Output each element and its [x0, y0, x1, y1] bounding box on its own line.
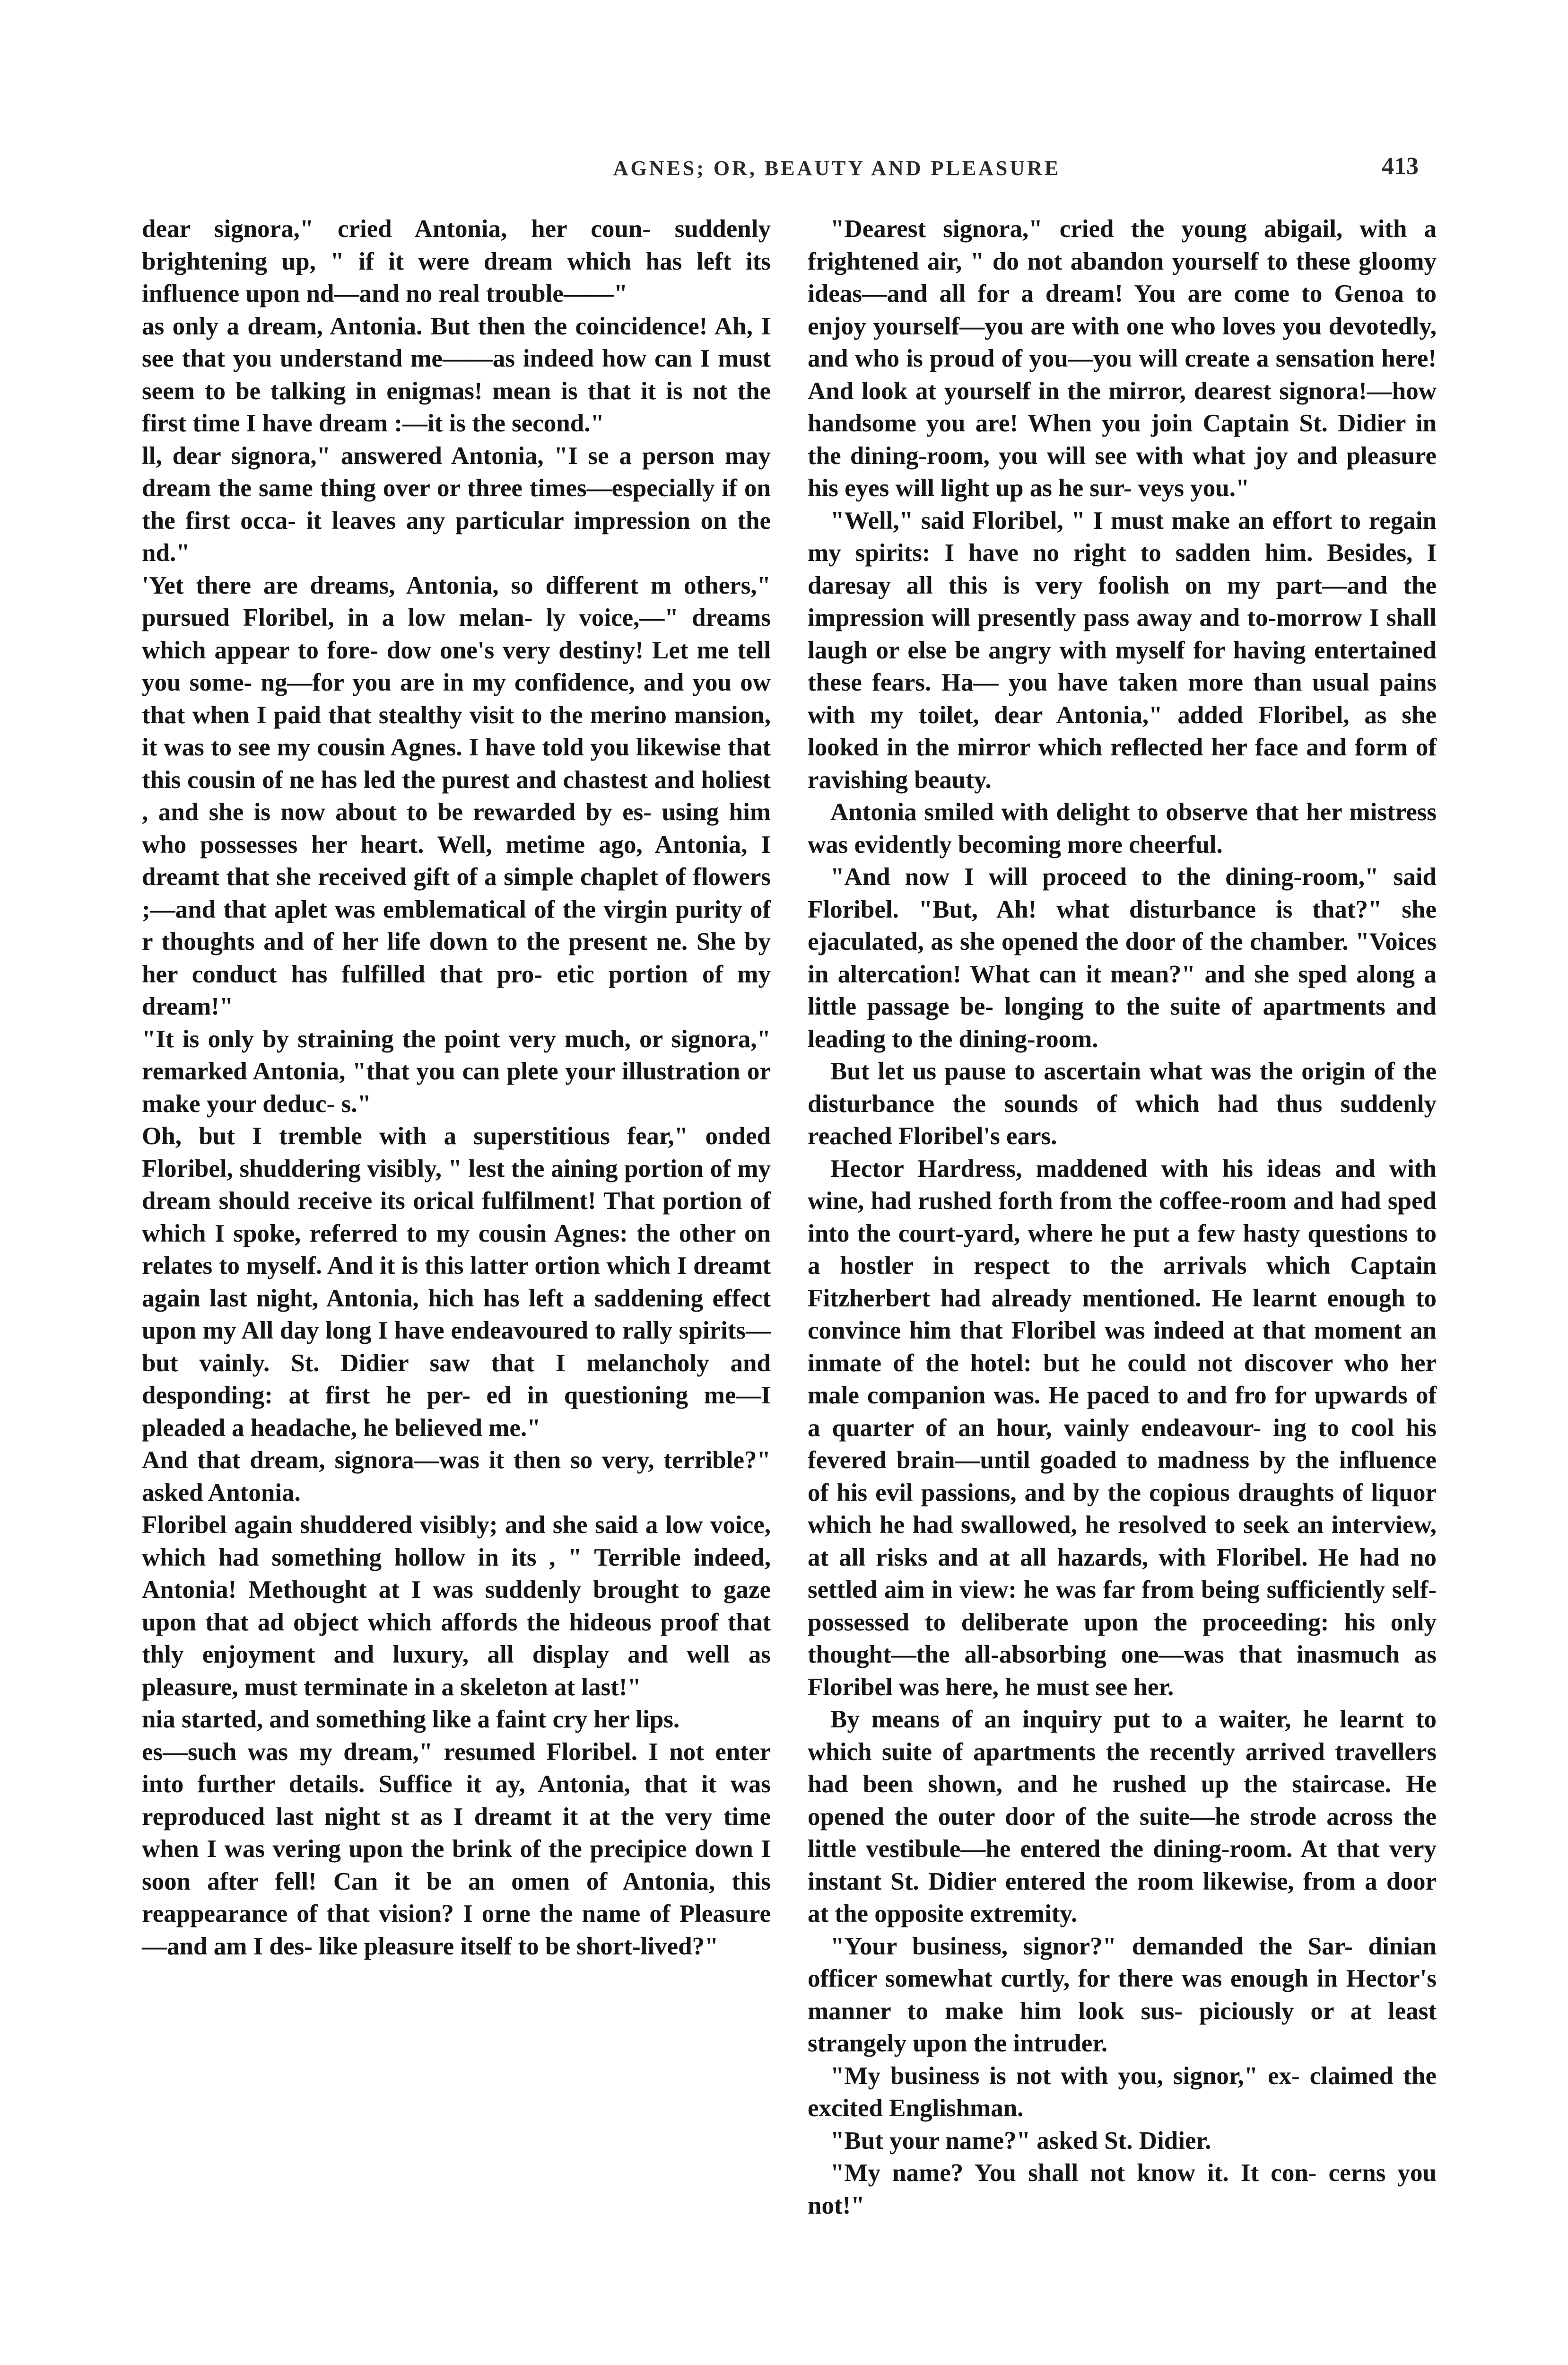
paragraph: But let us pause to ascertain what was the origin of the disturbance the sounds of which had thus suddenly reached Floribel's ears. — [808, 1058, 1437, 1150]
paragraph: es—such was my dream," resumed Floribel. I not enter into further details. Suffice it ay, Antonia, that it was reproduced last night st as I dreamt it at the very time when I was vering upon the brink of the precipice down I soon after fell! Can it be an omen of Antonia, this reappearance of that vision? I orne the name of Pleasure—and am I des- like pleasure itself to be short-lived?" — [142, 1738, 771, 1960]
paragraph: Floribel again shuddered visibly; and she said a low voice, which had something hollow in its , " Terrible indeed, Antonia! Methought at I was suddenly brought to gaze upon that ad object which affords the hideous proof that thly enjoyment and luxury, all display and well as pleasure, must terminate in a skeleton at last!" — [142, 1511, 771, 1701]
paragraph: ll, dear signora," answered Antonia, "I se a person may dream the same thing over or three times—especially if on the first occa- it leaves any particular impression on the nd." — [142, 442, 771, 567]
paragraph: "My name? You shall not know it. It con- cerns you not!" — [808, 2159, 1437, 2219]
paragraph: "Dearest signora," cried the young abigail, with a frightened air, " do not abandon yourself to these gloomy ideas—and all for a dream! You are come to Genoa to enjoy yourself—you are with one who loves you devotedly, and who is proud of you—you will create a sensation here! And look at yourself in the mirror, dearest signora!—how handsome you are! When you join Captain St. Didier in the dining-room, you will see with what joy and pleasure his eyes will light up as he sur- veys you." — [808, 215, 1437, 502]
paragraph: 'Yet there are dreams, Antonia, so different m others," pursued Floribel, in a low melan- ly voice,—" dreams which appear to fore- dow one's very destiny! Let me tell you some- ng—for you are in my confidence, and you ow that when I paid that stealthy visit to the merino mansion, it was to see my cousin Agnes. I have told you likewise that this cousin of ne has led the purest and chastest and holiest , and she is now about to be rewarded by es- using him who possesses her heart. Well, metime ago, Antonia, I dreamt that she received gift of a simple chaplet of flowers ;—and that aplet was emblematical of the virgin purity of r thoughts and of her life down to the present ne. She by her conduct has fulfilled that pro- etic portion of my dream!" — [142, 571, 771, 1020]
paragraph: nia started, and something like a faint cry her lips. — [142, 1706, 680, 1733]
paragraph: And that dream, signora—was it then so very, terrible?" asked Antonia. — [142, 1446, 771, 1507]
left-text-column — [142, 213, 771, 1962]
paragraph: "It is only by straining the point very much, or signora," remarked Antonia, "that you can plete your illustration or make your deduc- s." — [142, 1025, 771, 1118]
paragraph: Hector Hardress, maddened with his ideas and with wine, had rushed forth from the coffee-room and had sped into the court-yard, where he put a few hasty questions to a hostler in respect to the arrivals which Captain Fitzherbert had already mentioned. He learnt enough to convince him that Floribel was indeed at that moment an inmate of the hotel: but he could not discover who her male companion was. He paced to and fro for upwards of a quarter of an hour, vainly endeavour- ing to cool his fevered brain—until goaded to madness by the influence of his evil passions, and by the copious draughts of liquor which he had swallowed, he resolved to seek an interview, at all risks and at all hazards, with Floribel. He had no settled aim in view: he was far from being sufficiently self-possessed to deliberate upon the proceeding: his only thought—the all-absorbing one—was that inasmuch as Floribel was here, he must see her. — [808, 1155, 1437, 1701]
page-number: 413 — [1382, 153, 1419, 180]
paragraph: Oh, but I tremble with a superstitious fear," onded Floribel, shuddering visibly, " lest the aining portion of my dream should receive its orical fulfilment! That portion of which I spoke, referred to my cousin Agnes: the other on relates to myself. And it is this latter ortion which I dreamt again last night, Antonia, hich has left a saddening effect upon my All day long I have endeavoured to rally spirits—but vainly. St. Didier saw that I melancholy and desponding: at first he per- ed in questioning me—I pleaded a headache, he believed me." — [142, 1122, 771, 1442]
paragraph: "But your name?" asked St. Didier. — [830, 2127, 1211, 2155]
running-header: AGNES; OR, BEAUTY AND PLEASURE — [613, 157, 1061, 180]
paragraph: "Well," said Floribel, " I must make an effort to regain my spirits: I have no right to sadden him. Besides, I daresay all this is very foolish on my part—and the impression will presently pass away and to-morrow I shall laugh or else be angry with myself for having entertained these fears. Ha— you have taken more than usual pains with my toilet, dear Antonia," added Floribel, as she looked in the mirror which reflected her face and form of ravishing beauty. — [808, 507, 1437, 794]
paragraph: "Your business, signor?" demanded the Sar- dinian officer somewhat curtly, for there was enough in Hector's manner to make him look sus- piciously or at least strangely upon the intruder. — [808, 1932, 1437, 2057]
paragraph: By means of an inquiry put to a waiter, he learnt to which suite of apartments the recently arrived travellers had been shown, and he rushed up the staircase. He opened the outer door of the suite—he strode across the little vestibule—he entered the dining-room. At that very instant St. Didier entered the room likewise, from a door at the opposite extremity. — [808, 1706, 1437, 1927]
paragraph: as only a dream, Antonia. But then the coincidence! Ah, I see that you understand me——as indeed how can I must seem to be talking in enigmas! mean is that it is not the first time I have dream :—it is the second." — [142, 312, 771, 437]
paragraph: "And now I will proceed to the dining-room," said Floribel. "But, Ah! what disturbance is that?" she ejaculated, as she opened the door of the chamber. "Voices in altercation! What can it mean?" and she sped along a little passage be- longing to the suite of apartments and leading to the dining-room. — [808, 863, 1437, 1053]
right-text-column — [808, 213, 1437, 2222]
paragraph: Antonia smiled with delight to observe that her mistress was evidently becoming more cheerful. — [808, 798, 1437, 858]
paragraph: "My business is not with you, signor," ex- claimed the excited Englishman. — [808, 2062, 1437, 2122]
paragraph: dear signora," cried Antonia, her coun- suddenly brightening up, " if it were dream which has left its influence upon nd—and no real trouble——" — [142, 215, 771, 307]
